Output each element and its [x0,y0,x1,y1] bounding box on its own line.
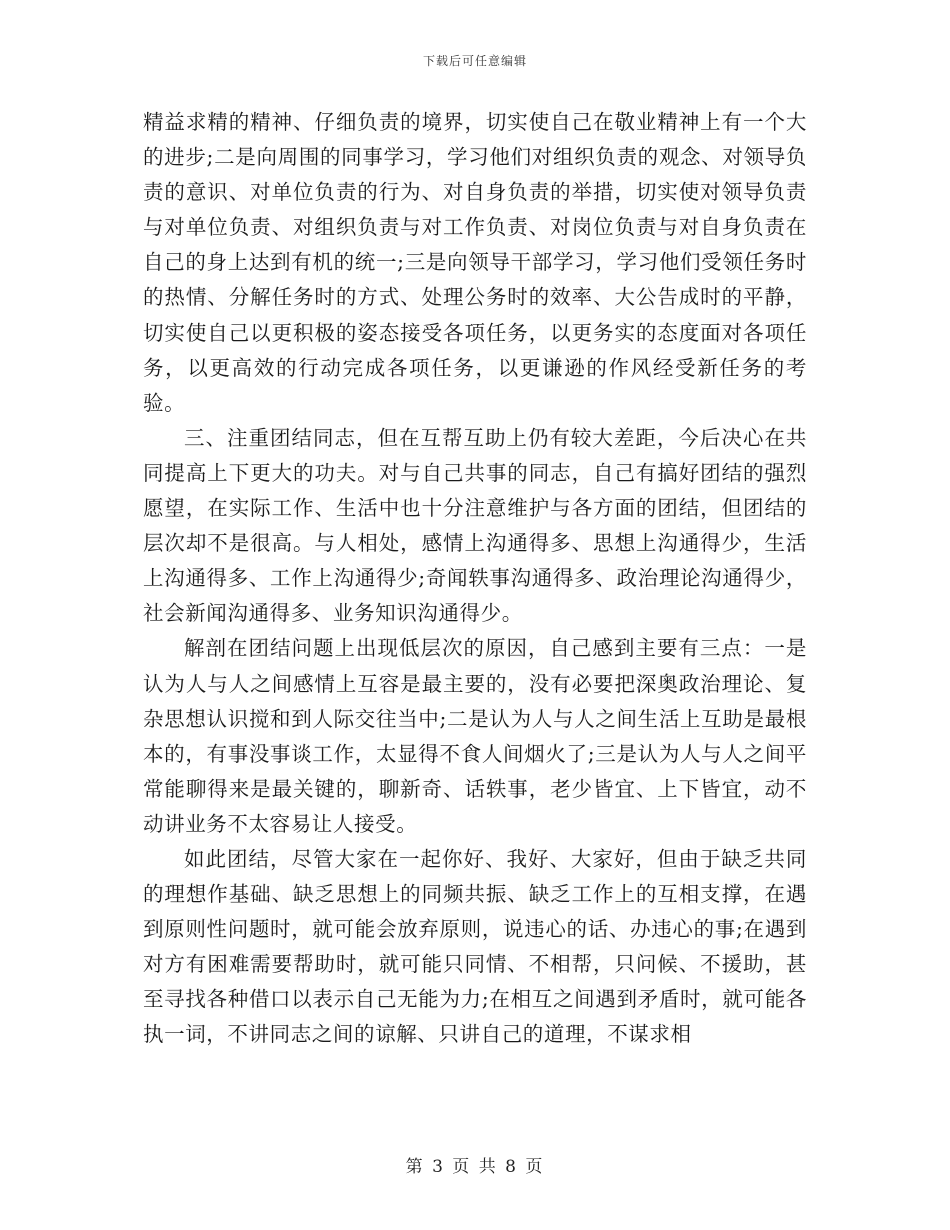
document-body [143,105,807,1053]
page-footer: 第 3 页 共 8 页 [405,1157,545,1177]
paragraph-continuation: 精益求精的精神、仔细负责的境界，切实使自己在敬业精神上有一个大的进步;二是向周围的同事学习，学习他们对组织负责的观念、对领导负责的意识、对单位负责的行为、对自身负责的举措，切实使对领导负责与对单位负责、对组织负责与对工作负责、对岗位负责与对自身负责在自己的身上达到有机的统一;三是向领导干部学习，学习他们受领任务时的热情、分解任务时的方式、处理公务时的效率、大公告成时的平静，切实使自己以更积极的姿态接受各项任务，以更务实的态度面对各项任务，以更高效的行动完成各项任务，以更谦逊的作风经受新任务的考验。 [143,110,807,415]
page-header: 下载后可任意编辑 [422,54,527,68]
paragraph-analysis: 解剖在团结问题上出现低层次的原因，自己感到主要有三点：一是认为人与人之间感情上互容是最主要的，没有必要把深奥政治理论、复杂思想认识搅和到人际交往当中;二是认为人与人之间生活上互助是最根本的，有事没事谈工作，太显得不食人间烟火了;三是认为人与人之间平常能聊得来是最关键的，聊新奇、话轶事，老少皆宜、上下皆宜，动不动讲业务不太容易让人接受。 [143,636,807,836]
paragraph-section-three: 三、注重团结同志，但在互帮互助上仍有较大差距，今后决心在共同提高上下更大的功夫。对与自己共事的同志，自己有搞好团结的强烈愿望，在实际工作、生活中也十分注意维护与各方面的团结，但团结的层次却不是很高。与人相处，感情上沟通得多、思想上沟通得少，生活上沟通得多、工作上沟通得少;奇闻轶事沟通得多、政治理论沟通得少，社会新闻沟通得多、业务知识沟通得少。 [143,425,807,626]
paragraph-consequences: 如此团结，尽管大家在一起你好、我好、大家好，但由于缺乏共同的理想作基础、缺乏思想上的同频共振、缺乏工作上的互相支撑，在遇到原则性问题时，就可能会放弃原则，说违心的话、办违心的事;在遇到对方有困难需要帮助时，就可能只同情、不相帮，只问候、不援助，甚至寻找各种借口以表示自己无能为力;在相互之间遇到矛盾时，就可能各执一词，不讲同志之间的谅解、只讲自己的道理，不谋求相 [143,846,807,1047]
